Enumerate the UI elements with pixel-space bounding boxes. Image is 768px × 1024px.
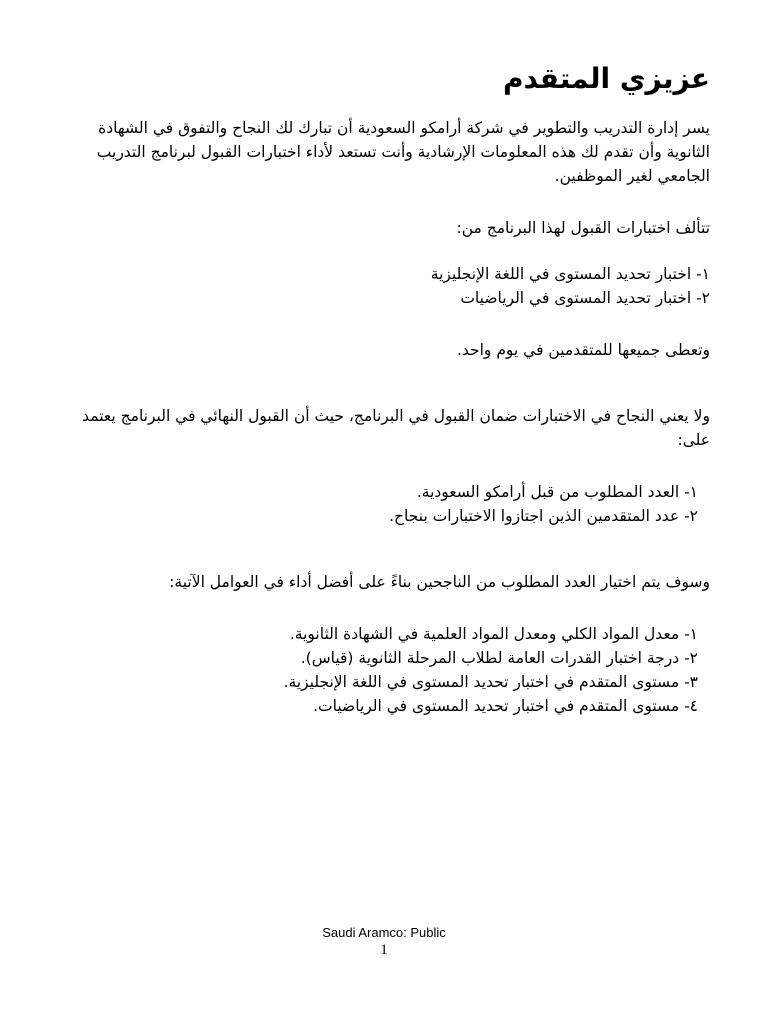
list-item: ١- اختبار تحديد المستوى في اللغة الإنجليزية [430, 265, 710, 283]
list-item: ٤- مستوى المتقدم في اختبار تحديد المستوى في الرياضيات. [313, 697, 698, 715]
page-number: 1 [380, 942, 388, 958]
list-item: ٣- مستوى المتقدم في اختبار تحديد المستوى في اللغة الإنجليزية. [283, 673, 698, 691]
list-item: ١- العدد المطلوب من قبل أرامكو السعودية. [416, 483, 698, 501]
acceptance-intro: ولا يعني النجاح في الاختبارات ضمان القبول في البرنامج، حيث أن القبول النهائي في البرنامج يعتمد على: [82, 407, 710, 449]
intro-paragraph: يسر إدارة التدريب والتطوير في شركة أرامكو السعودية أن تبارك لك النجاح والتفوق في الشهادة الثانوية وأن تقدم لك هذه المعلومات الإرشادية وأنت تستعد لأداء اختبارات القبول لبرنامج التدريب الجامعي لغير الموظفين. [96, 119, 710, 185]
list-item: ١- معدل المواد الكلي ومعدل المواد العلمية في الشهادة الثانوية. [289, 625, 698, 643]
selection-intro: وسوف يتم اختيار العدد المطلوب من الناجحين بناءً على أفضل أداء في العوامل الآتية: [169, 573, 710, 591]
list-item: ٢- درجة اختبار القدرات العامة لطلاب المرحلة الثانوية (قياس). [300, 649, 698, 667]
page-title: عزيزي المتقدم [502, 62, 710, 95]
tests-note: وتعطى جميعها للمتقدمين في يوم واحد. [456, 341, 710, 359]
tests-intro: تتألف اختبارات القبول لهذا البرنامج من: [456, 219, 710, 237]
list-item: ٢- عدد المتقدمين الذين اجتازوا الاختبارات بنجاح. [389, 507, 698, 525]
list-item: ٢- اختبار تحديد المستوى في الرياضيات [460, 289, 710, 307]
footer-classification: Saudi Aramco: Public [322, 925, 446, 940]
